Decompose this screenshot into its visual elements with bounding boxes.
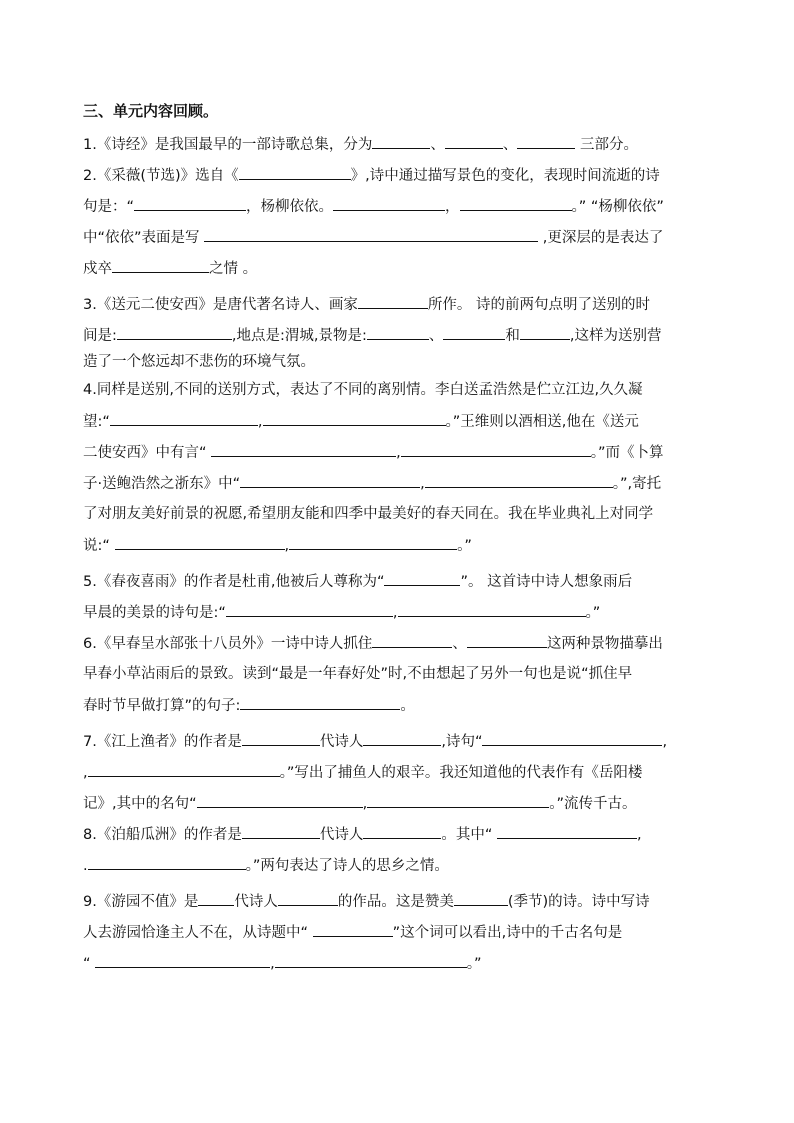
line-text: 4.同样是送别,不同的送别方式，表达了不同的离别情。李白送孟浩然是伫立江边,久久凝 <box>83 382 643 398</box>
answer-blank[interactable] <box>95 952 270 968</box>
answer-blank[interactable] <box>197 792 363 808</box>
answer-blank[interactable] <box>517 133 575 149</box>
line-text: 中“依依”表面是写 <box>83 230 205 246</box>
line-text: “ <box>83 956 96 972</box>
line-text: 春时节早做打算”的句子: <box>83 698 241 714</box>
line-text: , <box>362 796 368 812</box>
answer-blank[interactable] <box>358 293 428 309</box>
answer-blank[interactable] <box>443 324 505 340</box>
line-text: 记》,其中的名句“ <box>83 796 197 812</box>
line-text: 、 <box>428 328 444 344</box>
answer-blank[interactable] <box>384 570 460 586</box>
question-line <box>83 694 415 716</box>
answer-blank[interactable] <box>204 226 538 242</box>
question-line <box>83 854 449 876</box>
question-line <box>83 164 660 186</box>
answer-blank[interactable] <box>278 890 338 906</box>
line-text: 这两种景物描摹出 <box>546 636 663 652</box>
line-text: ”这个词可以看出,诗中的千古名句是 <box>392 925 623 941</box>
question-line <box>83 823 642 845</box>
question-line <box>83 324 662 346</box>
answer-blank[interactable] <box>454 890 508 906</box>
question-line <box>83 293 650 315</box>
question-line <box>83 195 664 217</box>
question-line <box>83 226 663 248</box>
line-text: 早春小草沾雨后的景致。读到“最是一年春好处”时,不由想起了另外一句也是说“抓住早 <box>83 666 633 682</box>
question-line <box>83 663 632 685</box>
line-text: 。”,寄托 <box>612 476 662 492</box>
question-line <box>83 792 637 814</box>
line-text: 代诗人 <box>319 734 364 750</box>
line-text: . <box>83 858 88 874</box>
line-text: ，杨柳依依。 <box>246 199 334 215</box>
line-text: 。”两句表达了诗人的思乡之情。 <box>245 858 449 874</box>
question-line <box>83 570 632 592</box>
line-text: 句是：“ <box>83 199 135 215</box>
line-text: ， <box>445 199 460 215</box>
line-text: 3.《送元二使安西》是唐代著名诗人、画家 <box>83 297 358 313</box>
question-line <box>83 257 257 279</box>
line-text: 。”而《卜算 <box>590 445 664 461</box>
line-text: 望:“ <box>83 414 110 430</box>
line-text: 。” <box>585 605 601 621</box>
line-text: ”。 这首诗中诗人想象雨后 <box>460 574 633 590</box>
line-text: 说:“ <box>83 538 115 554</box>
line-text: 。 <box>400 698 415 714</box>
answer-blank[interactable] <box>467 632 547 648</box>
answer-blank[interactable] <box>134 195 246 211</box>
answer-blank[interactable] <box>112 257 209 273</box>
line-text: 代诗人 <box>234 894 278 910</box>
line-text: 所作。 诗的前两句点明了送别的时 <box>427 297 650 313</box>
answer-blank[interactable] <box>240 694 400 710</box>
line-text: 。”流传千古。 <box>549 796 637 812</box>
question-line <box>83 730 667 752</box>
answer-blank[interactable] <box>460 195 572 211</box>
line-text: 之情 。 <box>209 261 258 277</box>
line-text: , <box>284 538 290 554</box>
line-text: ,更深层的是表达了 <box>538 230 664 246</box>
line-text: ,这样为送别营 <box>569 328 662 344</box>
line-text: , <box>392 605 398 621</box>
line-text: 了对朋友美好前景的祝愿,希望朋友能和四季中最美好的春天同在。我在毕业典礼上对同学 <box>83 506 654 522</box>
line-text: (季节)的诗。诗中写诗 <box>507 894 650 910</box>
answer-blank[interactable] <box>372 632 452 648</box>
line-text: 间是: <box>83 328 117 344</box>
line-text: 9.《游园不值》是 <box>83 894 199 910</box>
line-text: ,诗句“ <box>441 734 483 750</box>
line-text: , <box>257 414 263 430</box>
line-text: 7.《江上渔者》的作者是 <box>83 734 242 750</box>
question-line <box>83 351 315 373</box>
line-text: 》,诗中通过描写景色的变化，表现时间流逝的诗 <box>350 168 660 184</box>
line-text: 代诗人 <box>319 827 364 843</box>
question-line <box>83 601 600 623</box>
question-line <box>83 761 642 783</box>
answer-blank[interactable] <box>425 472 613 488</box>
question-line <box>83 952 482 974</box>
line-text: 戍卒 <box>83 261 112 277</box>
question-line <box>83 890 650 912</box>
answer-blank[interactable] <box>117 324 232 340</box>
line-text: 和 <box>505 328 520 344</box>
answer-blank[interactable] <box>240 472 420 488</box>
line-text: 。”写出了捕鱼人的艰辛。我还知道他的代表作有《岳阳楼 <box>279 765 643 781</box>
line-text: 早晨的美景的诗句是:“ <box>83 605 226 621</box>
answer-blank[interactable] <box>363 730 441 746</box>
line-text: , <box>396 445 401 461</box>
line-text: 、 <box>430 137 445 153</box>
line-text: 三部分。 <box>575 137 638 153</box>
line-text: 。” <box>457 538 472 554</box>
answer-blank[interactable] <box>88 761 280 777</box>
answer-blank[interactable] <box>242 823 320 839</box>
question-line <box>83 441 664 463</box>
answer-blank[interactable] <box>401 441 591 457</box>
answer-blank[interactable] <box>367 792 549 808</box>
section-title: 三、单元内容回顾。 <box>83 102 219 120</box>
answer-blank[interactable] <box>313 921 393 937</box>
line-text: 。” <box>466 956 482 972</box>
question-line <box>83 921 622 943</box>
answer-blank[interactable] <box>497 823 637 839</box>
line-text: 的作品。这是赞美 <box>337 894 454 910</box>
line-text: 2.《采薇(节选)》选自《 <box>83 168 239 184</box>
line-text: , <box>636 827 642 843</box>
answer-blank[interactable] <box>115 534 285 550</box>
answer-blank[interactable] <box>289 534 457 550</box>
line-text: 人去游园恰逢主人不在，从诗题中“ <box>83 925 313 941</box>
answer-blank[interactable] <box>110 410 258 426</box>
question-line <box>83 503 653 525</box>
line-text: 8.《泊船瓜洲》的作者是 <box>83 827 242 843</box>
question-line <box>83 379 643 401</box>
answer-blank[interactable] <box>198 890 234 906</box>
line-text: , <box>420 476 425 492</box>
line-text: 5.《春夜喜雨》的作者是杜甫,他被后人尊称为“ <box>83 574 385 590</box>
question-line <box>83 133 638 155</box>
line-text: 1.《诗经》是我国最早的一部诗歌总集，分为 <box>83 137 373 153</box>
question-line <box>83 632 663 654</box>
question-line <box>83 472 661 494</box>
line-text: 二使安西》中有言“ <box>83 445 212 461</box>
answer-blank[interactable] <box>482 730 662 746</box>
answer-blank[interactable] <box>211 441 396 457</box>
answer-blank[interactable] <box>445 133 503 149</box>
answer-blank[interactable] <box>239 164 351 180</box>
answer-blank[interactable] <box>372 133 430 149</box>
line-text: 。其中“ <box>441 827 497 843</box>
answer-blank[interactable] <box>263 410 446 426</box>
line-text: 、 <box>452 636 467 652</box>
line-text: ,地点是:渭城,景物是: <box>231 328 367 344</box>
question-line <box>83 410 639 432</box>
answer-blank[interactable] <box>333 195 445 211</box>
line-text: 。” “杨柳依依” <box>571 199 664 215</box>
answer-blank[interactable] <box>363 823 441 839</box>
answer-blank[interactable] <box>520 324 570 340</box>
answer-blank[interactable] <box>398 601 586 617</box>
line-text: 、 <box>502 137 518 153</box>
line-text: , <box>662 734 668 750</box>
answer-blank[interactable] <box>367 324 429 340</box>
answer-blank[interactable] <box>226 601 393 617</box>
line-text: , <box>270 956 275 972</box>
line-text: 子·送鲍浩然之浙东》中“ <box>83 476 241 492</box>
answer-blank[interactable] <box>88 854 246 870</box>
line-text: 造了一个悠远却不悲伤的环境气氛。 <box>83 354 315 370</box>
question-line <box>83 534 472 556</box>
answer-blank[interactable] <box>275 952 467 968</box>
line-text: 6.《早春呈水部张十八员外》一诗中诗人抓住 <box>83 636 373 652</box>
line-text: , <box>83 765 88 781</box>
line-text: 。”王维则以酒相送,他在《送元 <box>445 414 639 430</box>
answer-blank[interactable] <box>242 730 320 746</box>
